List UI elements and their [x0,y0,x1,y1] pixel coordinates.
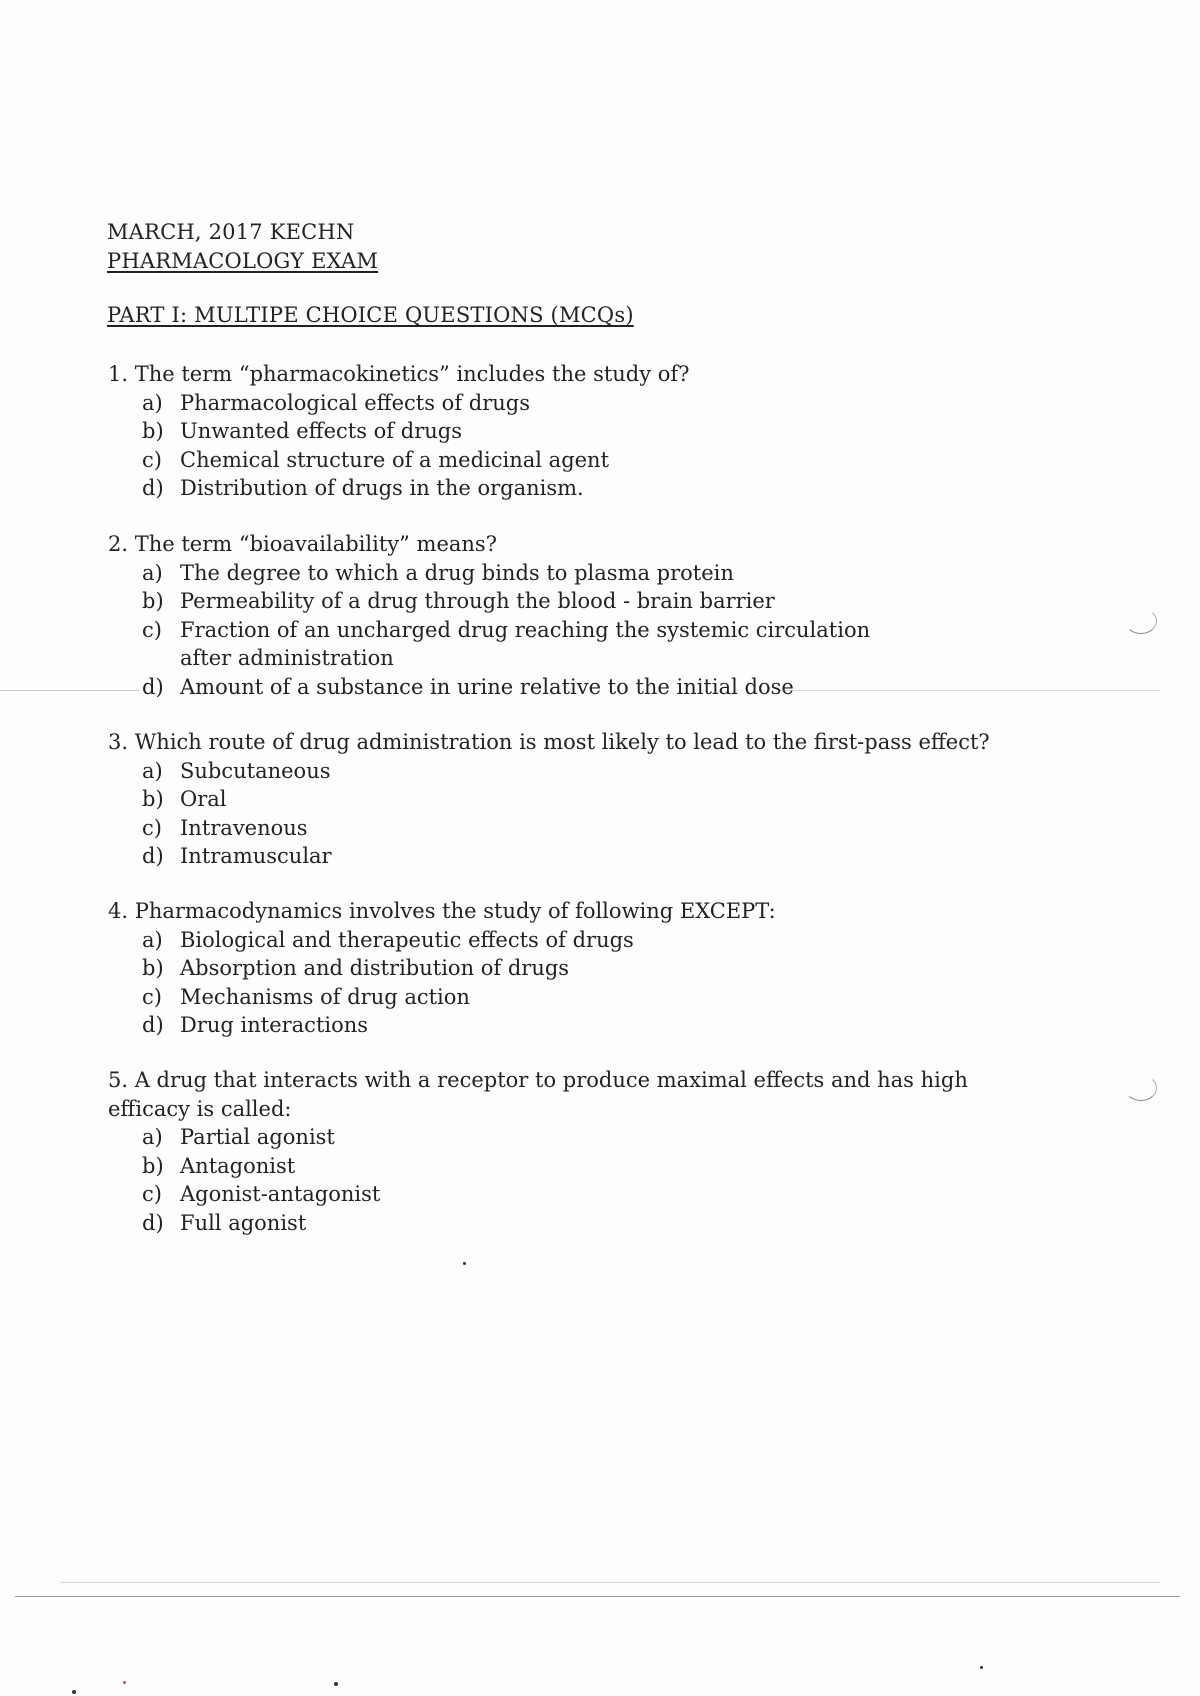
option-item [142,757,1048,786]
option-text: Oral [180,787,227,811]
exam-date-institution: MARCH, 2017 KECHN [107,220,355,244]
option-letter: b) [142,956,164,980]
option-text: Mechanisms of drug action [180,984,470,1009]
option-letter: a) [142,560,163,585]
option-letter: d) [142,1013,164,1037]
option-letter: b) [142,787,164,811]
option-text: Subcutaneous [180,758,331,783]
option-text: Intramuscular [180,844,332,868]
option-item [142,954,1048,983]
question-2 [108,530,1048,701]
option-text: Intravenous [180,815,308,840]
speck-artifact [334,1682,338,1686]
question-stem: 4. Pharmacodynamics involves the study of following EXCEPT: [108,899,776,923]
exam-subject: PHARMACOLOGY EXAM [107,249,379,273]
option-text: Partial agonist [180,1125,335,1149]
question-5 [108,1066,1048,1237]
option-letter: d) [142,674,164,699]
option-text: Chemical structure of a medicinal agent [180,447,610,472]
option-list [108,559,1048,702]
option-text: Absorption and distribution of drugs [180,956,570,980]
scan-line-artifact [0,690,140,691]
option-list [108,1123,1048,1237]
option-item [142,1209,1048,1238]
option-item [142,616,1048,673]
question-stem: 1. The term “pharmacokinetics” includes the study of? [108,362,690,386]
speck-artifact [72,1690,76,1694]
question-1 [108,360,1048,503]
option-text: Amount of a substance in urine relative to the initial dose [180,674,794,699]
option-text: Agonist-antagonist [180,1182,381,1206]
option-letter: c) [142,617,162,642]
option-item [142,1180,1048,1209]
option-letter: c) [142,1182,162,1206]
option-letter: b) [142,589,164,613]
option-list [108,757,1048,871]
option-text: Unwanted effects of drugs [180,419,462,443]
option-list [108,926,1048,1040]
speck-artifact [123,1681,126,1684]
option-item [142,474,1048,503]
option-item [142,446,1048,475]
question-3 [108,728,1048,871]
option-item [142,814,1048,843]
question-stem: 5. A drug that interacts with a receptor to produce maximal effects and has high efficacy is called: [108,1068,968,1121]
option-item [142,673,1048,702]
option-item [142,1123,1048,1152]
question-stem: 3. Which route of drug administration is most likely to lead to the first-pass effect? [108,730,990,754]
scan-line-artifact [780,690,1160,691]
option-item [142,842,1048,871]
option-letter: d) [142,476,164,500]
option-text: Distribution of drugs in the organism. [180,476,584,500]
option-item [142,417,1048,446]
option-text: The degree to which a drug binds to plasma protein [180,560,734,585]
exam-header [107,218,378,276]
question-4 [108,897,1048,1040]
option-item [142,587,1048,616]
scan-line-artifact [60,1582,1160,1583]
option-item [142,785,1048,814]
option-text: Antagonist [180,1153,296,1178]
option-text: Drug interactions [180,1013,369,1037]
option-letter: c) [142,447,162,472]
option-letter: a) [142,1125,163,1149]
option-letter: c) [142,815,162,840]
option-list [108,389,1048,503]
option-text: Biological and therapeutic effects of drugs [180,927,634,952]
option-item [142,389,1048,418]
option-text: Fraction of an uncharged drug reaching the systemic circulation after administration [180,617,871,670]
option-letter: d) [142,1210,164,1235]
option-letter: a) [142,927,163,952]
option-item [142,559,1048,588]
section-title: PART I: MULTIPE CHOICE QUESTIONS (MCQs) [107,303,634,327]
option-letter: b) [142,1153,164,1178]
option-text: Pharmacological effects of drugs [180,390,530,415]
option-text: Permeability of a drug through the blood - brain barrier [180,589,775,613]
option-letter: c) [142,984,162,1009]
option-letter: d) [142,844,164,868]
punch-hole-mark [1125,1075,1157,1101]
option-item [142,1152,1048,1181]
option-item [142,1011,1048,1040]
scan-line-artifact [15,1596,1180,1597]
punch-hole-mark [1125,608,1157,634]
option-letter: b) [142,419,164,443]
option-letter: a) [142,758,163,783]
speck-artifact [980,1666,983,1669]
option-letter: a) [142,390,163,415]
option-item [142,926,1048,955]
option-text: Full agonist [180,1210,307,1235]
option-item [142,983,1048,1012]
speck-artifact [463,1262,466,1265]
question-stem: 2. The term “bioavailability” means? [108,532,497,556]
